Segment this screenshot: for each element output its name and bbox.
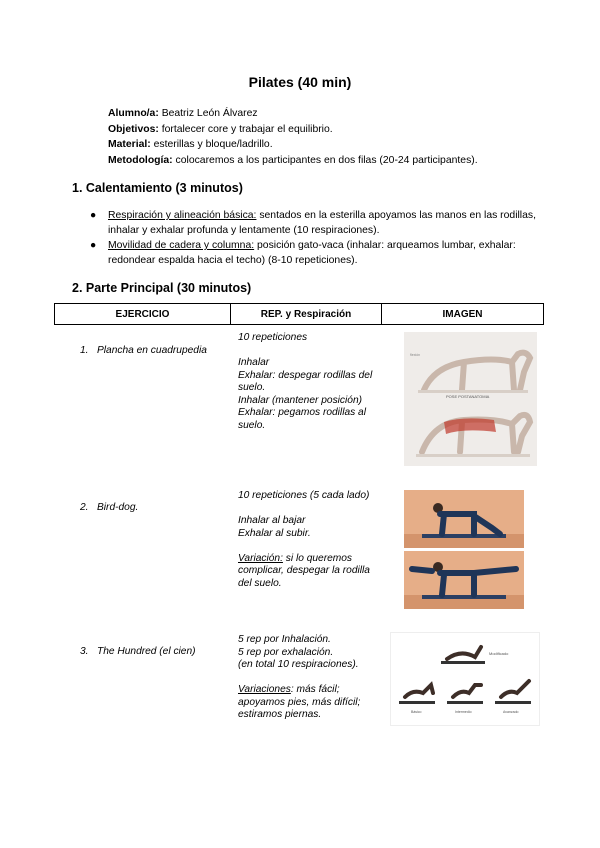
image-caption: Intermedio [455,710,472,714]
col-header-rep: REP. y Respiración [231,304,382,325]
breath-line: Exhalar: pegamos rodillas al suelo. [238,407,366,431]
variation-line: Variaciones: más fácil; apoyamos pies, más difícil; estiramos piernas. [238,684,361,720]
image-caption: POSE POSTANATOMIA [446,394,490,399]
bullet-title: Movilidad de cadera y columna: [108,240,255,251]
table-header-row [55,304,544,325]
variation-line: Variación: si lo queremos complicar, despegar la rodilla del suelo. [238,552,370,589]
breath-line: Inhalar (mantener posición) [238,394,363,406]
page-title: Pilates (40 min) [248,74,352,90]
bullet-item [90,238,540,268]
col-header-ejercicio: EJERCICIO [55,304,231,325]
breath-line: Exhalar: despegar rodillas del suelo. [238,369,373,393]
reps-count: 10 repeticiones [238,332,308,343]
exercise-name-2: 2. Bird-dog. [80,502,139,513]
breath-line: (en total 10 respiraciones). [238,659,359,670]
meta-block [108,106,478,168]
col-header-imagen: IMAGEN [382,304,544,325]
metodologia-label: Metodología: [108,154,173,166]
bird-dog-photo-2 [404,551,524,609]
objetivos-label: Objetivos: [108,123,159,135]
breath-line: Exhalar al subir. [238,527,311,539]
material-label: Material: [108,139,151,150]
bullet-dot: ● [90,210,97,221]
reps-count: 10 repeticiones (5 cada lado) [238,490,370,501]
alumno-label: Alumno/a: [108,108,159,119]
svg-text:flexión: flexión [410,353,421,357]
exercise-table [54,303,544,325]
exercise-reps-2 [238,490,383,590]
metodologia-value: colocaremos a los participantes en dos filas (20-24 participantes). [175,154,478,166]
image-caption: Básico [411,710,422,714]
hundred-illustration [390,632,540,726]
breath-line: Inhalar [238,357,270,368]
alumno-value: Beatriz León Álvarez [161,108,258,119]
bird-dog-photo-1 [404,490,524,548]
exercise-name-3: 3. The Hundred (el cien) [80,646,196,657]
exercise-name-1: 1. Plancha en cuadrupedia [80,345,207,356]
bullet-item [90,208,540,238]
section2-heading: 2. Parte Principal (30 minutos) [72,281,252,295]
image-caption: Avanzado [503,710,519,714]
exercise-reps-1 [238,332,383,432]
section1-heading: 1. Calentamiento (3 minutos) [72,181,243,195]
material-value: esterillas y bloque/ladrillo. [153,139,273,150]
cat-cow-illustration [404,332,537,466]
breath-line: 5 rep por exhalación. [238,646,334,658]
exercise-reps-3 [238,634,383,722]
bullet-title: Respiración y alineación básica: [108,210,257,221]
breath-line: Inhalar al bajar [238,515,306,526]
objetivos-value: fortalecer core y trabajar el equilibrio. [161,123,333,135]
bullet-text: sentados en la esterilla apoyamos las manos en las rodillas, inhalar y exhalar profunda y lentamente (10 respiraciones). [108,210,536,236]
bullet-dot: ● [90,240,97,251]
bullet-text: posición gato-vaca (inhalar: arqueamos lumbar, exhalar: redondear espalda hacia el techo) (8-10 repeticiones). [108,240,516,266]
breath-line: 5 rep por Inhalación. [238,634,331,645]
image-caption: Modificado [489,651,509,656]
